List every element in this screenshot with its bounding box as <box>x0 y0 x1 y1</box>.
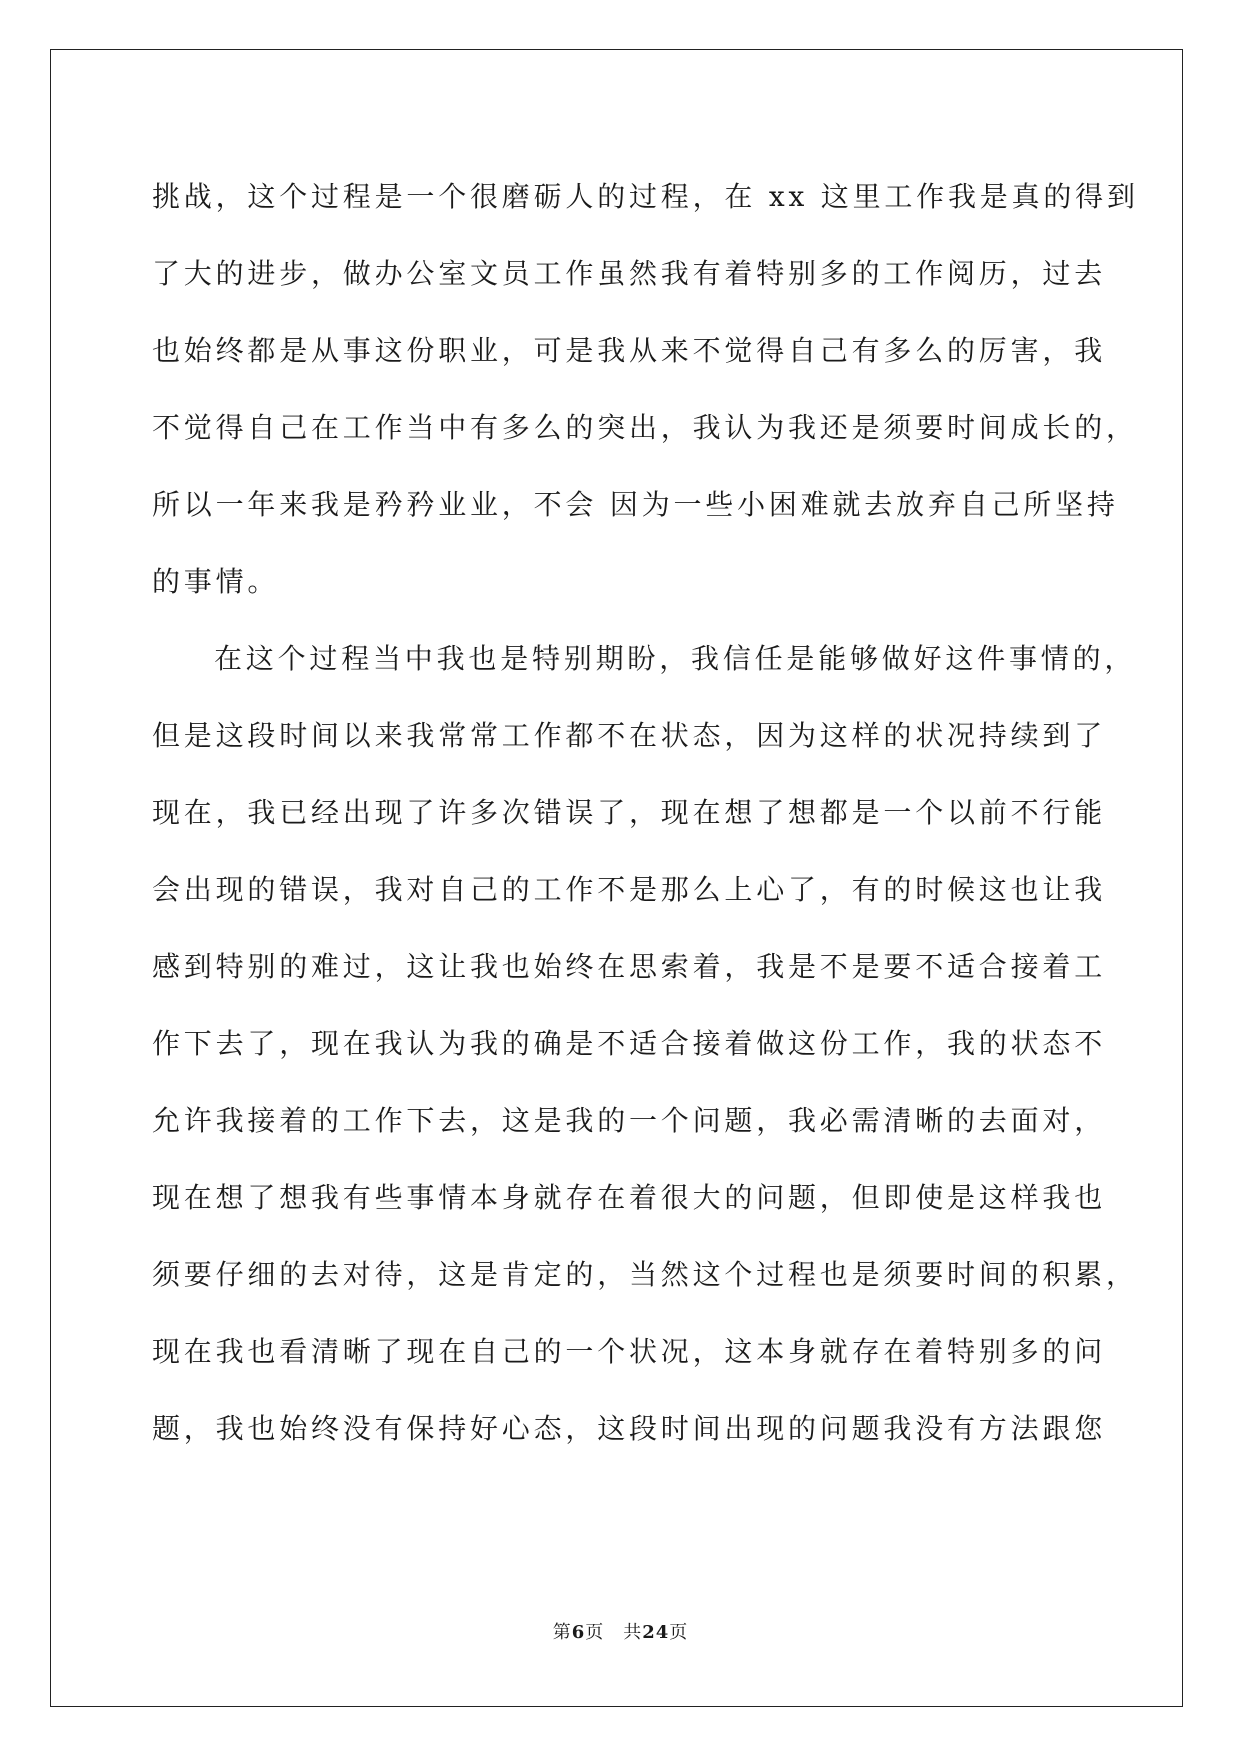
text-line: 现在想了想我有些事情本身就存在着很大的问题，但即使是这样我也 <box>152 1181 1107 1214</box>
footer-suffix: 页 <box>669 1622 689 1643</box>
total-page-count: 24 <box>642 1622 670 1643</box>
footer-prefix: 第 <box>552 1622 572 1643</box>
text-line: 不觉得自己在工作当中有多么的突出，我认为我还是须要时间成长的， <box>152 411 1138 444</box>
text-line: 但是这段时间以来我常常工作都不在状态，因为这样的状况持续到了 <box>152 719 1107 752</box>
page-number-footer <box>0 1618 1241 1644</box>
text-line: 作下去了，现在我认为我的确是不适合接着做这份工作，我的状态不 <box>152 1027 1107 1060</box>
text-line-indented: 在这个过程当中我也是特别期盼，我信任是能够做好这件事情的， <box>214 642 1137 675</box>
text-line: 题，我也始终没有保持好心态，这段时间出现的问题我没有方法跟您 <box>152 1412 1107 1445</box>
text-line: 允许我接着的工作下去，这是我的一个问题，我必需清晰的去面对， <box>152 1104 1107 1137</box>
text-line: 会出现的错误，我对自己的工作不是那么上心了，有的时候这也让我 <box>152 873 1107 906</box>
text-line: 的事情。 <box>152 565 280 598</box>
text-line: 感到特别的难过，这让我也始终在思索着，我是不是要不适合接着工 <box>152 950 1107 983</box>
current-page-number: 6 <box>571 1622 586 1643</box>
text-line: 了大的进步，做办公室文员工作虽然我有着特别多的工作阅历，过去 <box>152 257 1107 290</box>
text-line: 所以一年来我是矜矜业业，不会 因为一些小困难就去放弃自己所坚持 <box>152 488 1119 521</box>
text-line: 也始终都是从事这份职业，可是我从来不觉得自己有多么的厉害，我 <box>152 334 1107 367</box>
text-line: 须要仔细的去对待，这是肯定的，当然这个过程也是须要时间的积累， <box>152 1258 1138 1291</box>
text-line: 挑战，这个过程是一个很磨砺人的过程，在 xx 这里工作我是真的得到 <box>152 180 1139 213</box>
footer-mid: 页 共 <box>585 1622 643 1643</box>
text-line: 现在我也看清晰了现在自己的一个状况，这本身就存在着特别多的问 <box>152 1335 1107 1368</box>
document-body <box>152 158 1139 1467</box>
text-line: 现在，我已经出现了许多次错误了，现在想了想都是一个以前不行能 <box>152 796 1107 829</box>
